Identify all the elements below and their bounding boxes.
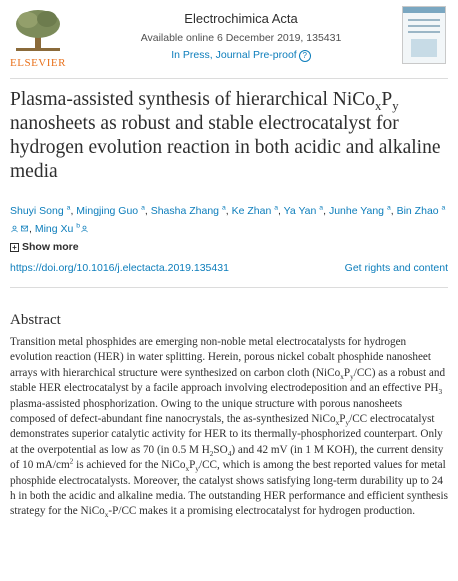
author-separator: , (278, 205, 284, 217)
journal-cover-thumbnail[interactable] (402, 6, 446, 64)
cover-lines (408, 19, 440, 37)
author-separator: , (390, 205, 397, 217)
pre-proof-status[interactable] (96, 48, 386, 63)
article-header (0, 0, 458, 78)
author-name: Junhe Yang (328, 205, 385, 217)
author-separator: , (29, 223, 35, 235)
cover-image (411, 39, 437, 57)
rights-link[interactable]: Get rights and content (344, 262, 448, 274)
envelope-icon[interactable] (20, 225, 29, 232)
author-name: Ke Zhan (231, 205, 272, 217)
doi-link[interactable]: https://doi.org/10.1016/j.electacta.2019.135431 (10, 262, 229, 274)
article-title: Plasma-assisted synthesis of hierarchical $NiCo_xP_y$ nanosheets as robust and stable electrocatalyst for hydrogen evolution reaction in both acidic and alkaline media (10, 89, 441, 182)
author-link[interactable] (76, 205, 145, 217)
author-affiliation: a (141, 204, 145, 212)
show-more-button[interactable] (10, 241, 79, 253)
author-name: Shuyi Song (10, 205, 64, 217)
author-name: Ming Xu (34, 223, 74, 235)
elsevier-logo[interactable] (10, 6, 66, 68)
author-name: Mingjing Guo (76, 205, 139, 217)
person-icon[interactable] (11, 225, 18, 233)
elsevier-tree-icon (10, 6, 66, 54)
pre-proof-label: In Press, Journal Pre-proof (171, 49, 297, 61)
author-affiliation: a (274, 204, 279, 212)
author-name: Shasha Zhang (150, 205, 220, 217)
plus-box-icon: + (10, 243, 19, 252)
author-separator: , (225, 205, 232, 217)
abstract-heading: Abstract (10, 312, 61, 328)
availability-date: Available online 6 December 2019, 135431 (140, 32, 342, 44)
author-link[interactable] (284, 205, 323, 217)
author-affiliation: b (76, 222, 81, 230)
abstract-divider (10, 287, 448, 288)
person-icon[interactable] (81, 225, 88, 233)
author-list (10, 202, 448, 238)
abstract-text: Transition metal phosphides are emerging non-noble metal electrocatalysts for hydrogen evolution reaction (HER) in water splitting. Herein, porous nickel cobalt phosphide nanosheet arrays with hierarchical structure were synthesized on carbon cloth $(NiCo_xP_y/CC)$ as a robust and stable HER electrocatalyst by a facile approach involving electrodeposition and an effective $PH_3$ plasma-assisted phosphorization. Owing to the unique structure with porous nanosheets composed of defect-abundant fine nanocrystals, the as-synthesized $NiCo_xP_y/CC$ electrocatalyst demonstrates superior catalytic activity for HER to its thermally-phosphorized counterpart. Only at the overpotential as low as 70 (in 0.5 M $H_2SO_4$) and 42 mV (in 1 M KOH), the current density of 10 $mA/cm^2$ is achieved for the $NiCo_xP_y/CC$, which is among the best reported values for metal phosphide electrocatalysts. Moreover, the catalyst shows satisfying long-term durability up to 24 h in both the acidic and alkaline media. The outstanding HER performance and efficient synthesis strategy for the NiCo$_x$-P/CC makes it a promising electrocatalyst for hydrogen production. (10, 336, 448, 520)
author-link[interactable] (151, 205, 226, 217)
info-icon[interactable]: ? (299, 50, 311, 62)
author-affiliation: a (66, 204, 71, 212)
author-affiliation: a (221, 204, 226, 212)
author-affiliation: a (441, 204, 446, 212)
header-divider (10, 78, 448, 79)
author-separator: , (70, 205, 77, 217)
journal-info (96, 10, 386, 63)
show-more-label: Show more (22, 241, 79, 253)
publisher-wordmark: ELSEVIER (10, 57, 66, 69)
author-affiliation: a (319, 204, 324, 212)
author-separator: , (144, 205, 151, 217)
author-affiliation: a (386, 204, 391, 212)
author-link[interactable] (35, 223, 88, 235)
author-link[interactable] (232, 205, 278, 217)
author-separator: , (323, 205, 329, 217)
journal-name-link[interactable]: Electrochimica Acta (184, 11, 298, 26)
author-link[interactable] (329, 205, 391, 217)
cover-band (403, 7, 445, 13)
author-name: Ya Yan (283, 205, 317, 217)
author-link[interactable] (10, 205, 70, 217)
author-name: Bin Zhao (396, 205, 439, 217)
